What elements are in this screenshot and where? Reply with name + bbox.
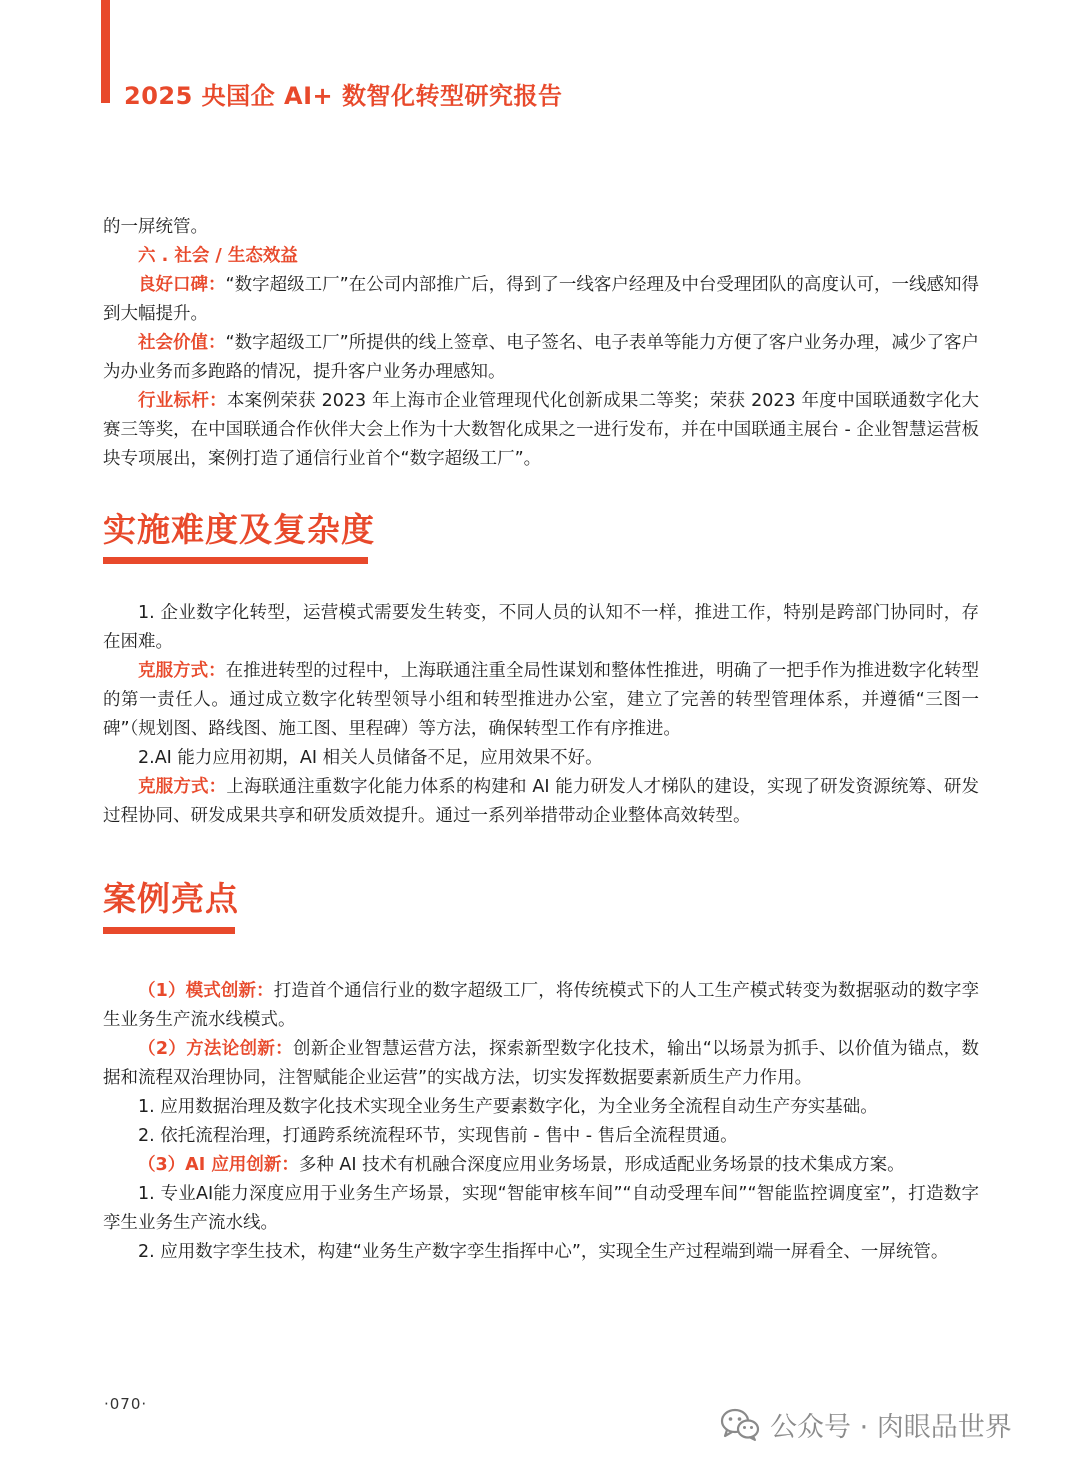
benefit-label: 行业标杆：: [138, 391, 227, 411]
highlight-text: 创新企业智慧运营方法，探索新型数字化技术，输出“以场景为抓手、以价值为锚点，数据和流程双治理协同，注智赋能企业运营”的实战方法，切实发挥数据要素新质生产力作用。: [103, 1039, 979, 1088]
solution-text: 在推进转型的过程中，上海联通注重全局性谋划和整体性推进，明确了一把手作为推进数字化转型的第一责任人。通过成立数字化转型领导小组和转型推进办公室，建立了完善的转型管理体系，并遵循“三图一碑”（规划图、路线图、施工图、里程碑）等方法，确保转型工作有序推进。: [103, 661, 979, 739]
header-accent-bar: [101, 0, 110, 103]
continuation-text: 的一屏统管。: [103, 217, 208, 237]
wechat-icon: [720, 1408, 760, 1442]
highlight-label: （2）方法论创新：: [138, 1039, 293, 1059]
difficulty-point-2: 2.AI 能力应用初期，AI 相关人员储备不足，应用效果不好。: [138, 748, 603, 768]
benefit-label: 社会价值：: [138, 333, 226, 353]
highlight-methodology-innovation: [103, 1035, 979, 1093]
highlight-label: （3）AI 应用创新：: [138, 1155, 299, 1175]
difficulty-solution-1: [103, 657, 979, 744]
subheading-social-benefits: 六 . 社会 / 生态效益: [138, 246, 298, 266]
social-benefits-block: [103, 213, 979, 474]
highlight-sub-item: 1. 应用数据治理及数字化技术实现全业务生产要素数字化，为全业务全流程自动生产夯实基础。: [138, 1097, 878, 1117]
section-underline: [103, 927, 235, 934]
benefit-reputation: [103, 271, 979, 329]
highlight-text: 打造首个通信行业的数字超级工厂，将传统模式下的人工生产模式转变为数据驱动的数字孪生业务生产流水线模式。: [103, 981, 980, 1030]
highlight-text: 多种 AI 技术有机融合深度应用业务场景，形成适配业务场景的技术集成方案。: [298, 1155, 905, 1175]
watermark: [720, 1405, 1012, 1444]
benefit-social-value: [103, 329, 979, 387]
section-title-difficulty: 实施难度及复杂度: [103, 510, 375, 549]
highlight-mode-innovation: [103, 977, 979, 1035]
highlight-sub-item: 2. 应用数字孪生技术，构建“业务生产数字孪生指挥中心”，实现全生产过程端到端一屏看全、一屏统管。: [138, 1242, 949, 1262]
watermark-text: 公众号 · 肉眼品世界: [770, 1412, 1012, 1443]
benefit-text: 本案例荣获 2023 年上海市企业管理现代化创新成果二等奖；荣获 2023 年度中国联通数字化大赛三等奖，在中国联通合作伙伴大会上作为十大数智化成果之一进行发布，并在中国联通主展台 - 企业智慧运营板块专项展出，案例打造了通信行业首个“数字超级工厂”。: [103, 391, 979, 469]
solution-label: 克服方式：: [138, 661, 226, 681]
solution-label: 克服方式：: [138, 777, 227, 797]
highlight-sub-item: 2. 依托流程治理，打通跨系统流程环节，实现售前 - 售中 - 售后全流程贯通。: [138, 1126, 738, 1146]
difficulty-point-1: 1. 企业数字化转型，运营模式需要发生转变，不同人员的认知不一样，推进工作，特别是跨部门协同时，存在困难。: [103, 603, 979, 652]
report-title: 2025 央国企 AI+ 数智化转型研究报告: [124, 82, 563, 110]
highlights-block: [103, 977, 979, 1267]
highlight-sub-item: 1. 专业AI能力深度应用于业务生产场景，实现“智能审核车间”“自动受理车间”“智能监控调度室”，打造数字孪生业务生产流水线。: [103, 1184, 979, 1233]
solution-text: 上海联通注重数字化能力体系的构建和 AI 能力研发人才梯队的建设，实现了研发资源统筹、研发过程协同、研发成果共享和研发质效提升。通过一系列举措带动企业整体高效转型。: [103, 777, 979, 826]
highlight-label: （1）模式创新：: [138, 981, 274, 1001]
highlight-ai-innovation: [103, 1151, 979, 1180]
section-title-highlights: 案例亮点: [103, 879, 239, 918]
page-number: ·070·: [104, 1395, 148, 1413]
section-underline: [103, 557, 368, 564]
difficulty-block: [103, 599, 979, 831]
benefit-industry-benchmark: [103, 387, 979, 474]
difficulty-solution-2: [103, 773, 979, 831]
benefit-label: 良好口碑：: [138, 275, 226, 295]
benefit-text: “数字超级工厂”所提供的线上签章、电子签名、电子表单等能力方便了客户业务办理，减少了客户为办业务而多跑路的情况，提升客户业务办理感知。: [103, 333, 979, 382]
benefit-text: “数字超级工厂”在公司内部推广后，得到了一线客户经理及中台受理团队的高度认可，一线感知得到大幅提升。: [103, 275, 979, 324]
